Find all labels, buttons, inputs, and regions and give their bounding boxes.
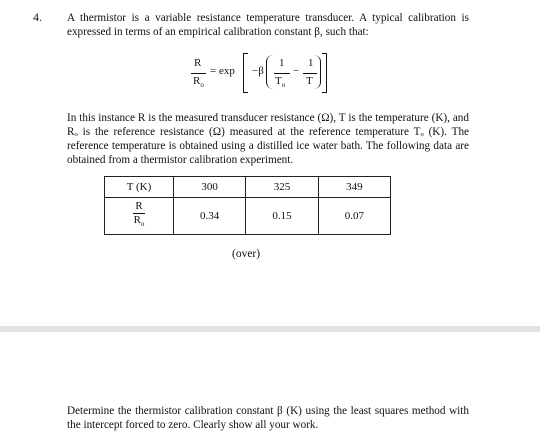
table-header-temperature: T (K): [105, 177, 174, 198]
table-cell-temperature: 300: [174, 177, 246, 198]
page-divider: [0, 326, 540, 332]
eq-frac1-denominator: $T_o$: [275, 75, 286, 90]
eq-equals-exp: = exp: [210, 65, 235, 77]
table-cell-ratio: 0.07: [318, 198, 390, 235]
table-header-resistance-ratio: [105, 198, 174, 235]
eq-left-bracket: [243, 53, 248, 93]
eq-neg-beta: −β: [252, 65, 264, 77]
table-cell-ratio: 0.34: [174, 198, 246, 235]
table-row: [105, 177, 391, 198]
eq-right-bracket: [322, 53, 327, 93]
task-paragraph: Determine the thermistor calibration constant β (K) using the least squares method with the intercept forced to zero. Clearly show all your work.: [67, 405, 469, 431]
table-row: [105, 198, 391, 235]
question-number: 4.: [33, 10, 42, 24]
eq-frac2-denominator: T: [306, 75, 313, 87]
calibration-equation: [186, 53, 346, 95]
eq-lhs-fraction-bar: [191, 73, 206, 74]
eq-lhs-numerator: R: [194, 57, 202, 69]
intro-paragraph: A thermistor is a variable resistance temperature transducer. A typical calibration is expressed in terms of an empirical calibration constant β, such that:: [67, 12, 469, 38]
ratio-denominator: $R_o$: [133, 214, 145, 229]
eq-right-paren: [314, 55, 321, 89]
eq-frac1-bar: [274, 73, 290, 74]
eq-lhs-denominator: $R_o$: [193, 75, 204, 90]
table-cell-ratio: 0.15: [246, 198, 318, 235]
table-cell-temperature: 325: [246, 177, 318, 198]
over-note: (over): [232, 248, 261, 260]
eq-frac1-numerator: 1: [279, 57, 285, 69]
table-cell-temperature: 349: [318, 177, 390, 198]
calibration-data-table: [104, 176, 391, 235]
context-paragraph: In this instance R is the measured transducer resistance (Ω), T is the temperature (K), and Rₒ is the reference resistance (Ω) measured at the reference temperature Tₒ (K). The reference temperature is obtained using a distilled ice water bath. The following data are obtained from a thermistor calibration experiment.: [67, 112, 469, 166]
eq-frac2-numerator: 1: [308, 57, 314, 69]
eq-left-paren: [266, 55, 273, 89]
ratio-numerator: R: [135, 200, 143, 213]
eq-minus: −: [293, 65, 300, 77]
